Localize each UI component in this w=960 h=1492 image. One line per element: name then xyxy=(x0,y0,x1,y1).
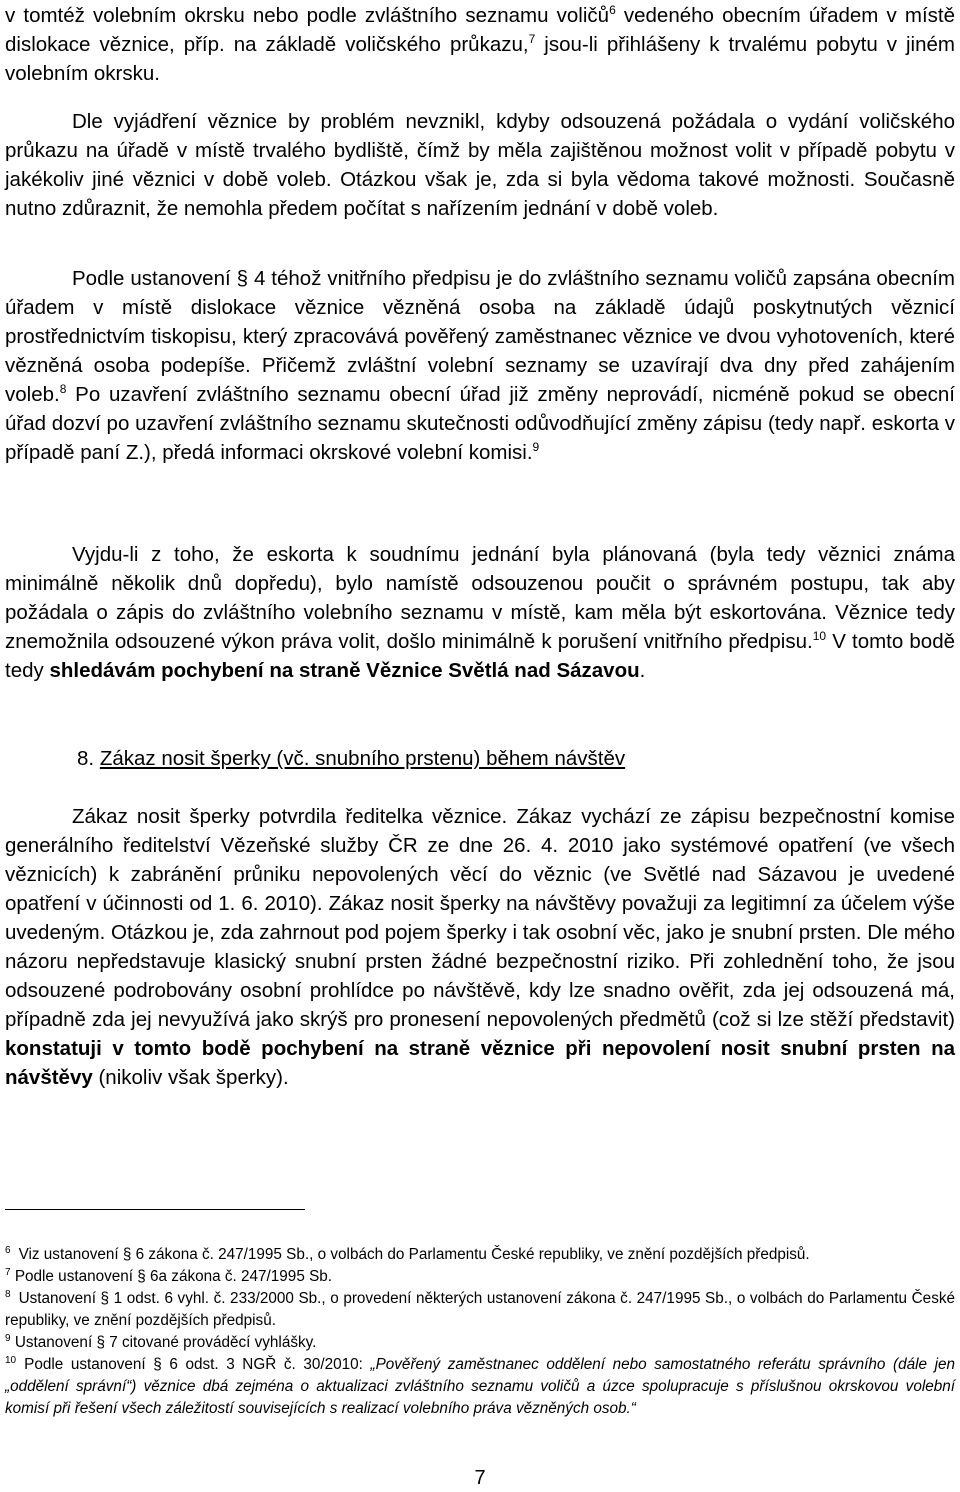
finding-bold: shledávám pochybení na straně Věznice Světlá nad Sázavou xyxy=(49,659,640,682)
footnote-ref-8[interactable]: 8 xyxy=(59,382,67,396)
footnote-7: $^7$ Podle ustanovení § 6a zákona č. 247/1995 Sb. xyxy=(5,1267,333,1285)
footnote-10: $^{10}$ Podle ustanovení § 6 odst. 3 NGŘ č. 30/2010: „Pověřený zaměstnanec oddělení nebo samostatného referátu správního (dále jen „oddělení správní“) věznice dbá zejména o aktualizaci zvláštního seznamu voličů a úzce spolupracuje s příslušnou okrskovou volební komisí při řešení všech záležitostí souvisejících s realizací volebního práva vězněných osob.“ xyxy=(5,1355,955,1417)
finding-bold: konstatuji v tomto bodě pochybení na straně věznice při nepovolení nosit snubní prsten na návštěvy xyxy=(5,1037,955,1089)
footnote-ref-10[interactable]: 10 xyxy=(812,629,827,643)
footnote-ref-6[interactable]: 6 xyxy=(609,3,616,17)
section-title: Zákaz nosit šperky (vč. snubního prstenu) během návštěv xyxy=(99,747,626,770)
section-number: 8. xyxy=(77,747,95,770)
paragraph-special-list: Podle ustanovení § 4 téhož vnitřního předpisu je do zvláštního seznamu voličů zapsána obecním úřadem v místě dislokace věznice vězněná osoba na základě údajů poskytnutých věznicí prostřednictvím tiskopisu, který zpracovává pověřený zaměstnanec věznice ve dvou vyhotoveních, které vězněná osoba podepíše. Přičemž zvláštní volební seznamy se uzavírají dva dny před zahájením voleb.$^8$ Po uzavření zvláštního seznamu obecní úřad již změny neprovádí, nicméně pokud se obecní úřad dozví po uzavření zvláštního seznamu skutečnosti odůvodňující změny zápisu (tedy např. eskorta v případě paní Z.), předá informaci okrskové volební komisi.$^9$ xyxy=(5,267,955,464)
footnote-6: $^6$ Viz ustanovení § 6 zákona č. 247/1995 Sb., o volbách do Parlamentu České republiky, ve znění pozdějších předpisů. xyxy=(5,1245,810,1263)
paragraph-escort-conclusion: Vyjdu-li z toho, že eskorta k soudnímu jednání byla plánovaná (byla tedy věznici známa minimálně několik dnů dopředu), bylo namístě odsouzenou poučit o správném postupu, tak aby požádala o zápis do zvláštního volebního seznamu v místě, kam měla být eskortována. Věznice tedy znemožnila odsouzené výkon práva volit, došlo minimálně k porušení vnitřního předpisu.$^{10}$ V tomto bodě tedy shledávám pochybení na straně Věznice Světlá nad Sázavou. xyxy=(5,543,955,682)
footnote-quote: „Pověřený zaměstnanec oddělení nebo samostatného referátu správního (dále jen „oddělení správní“) věznice dbá zejména o aktualizaci zvláštního seznamu voličů a úzce spolupracuje s příslušnou okrskovou volební komisí při řešení všech záležitostí souvisejících s realizací volebního práva vězněných osob.“ xyxy=(5,1356,955,1417)
paragraph-prison-statement: Dle vyjádření věznice by problém nevznikl, kdyby odsouzená požádala o vydání voličského průkazu na úřadě v místě trvalého bydliště, čímž by měla zajištěnou možnost volit v případě pobytu v jakékoliv jiné věznici v době voleb. Otázkou však je, zda si byla vědoma takové možnosti. Současně nutno zdůraznit, že nemohla předem počítat s nařízením jednání v době voleb. xyxy=(5,110,955,220)
footnote-separator xyxy=(5,1209,305,1210)
footnote-8: $^8$ Ustanovení § 1 odst. 6 vyhl. č. 233/2000 Sb., o provedení některých ustanovení zákona č. 247/1995 Sb., o volbách do Parlamentu České republiky, ve znění pozdějších předpisů. xyxy=(5,1289,955,1329)
footnotes xyxy=(5,1244,955,1420)
footnote-ref-9[interactable]: 9 xyxy=(532,440,540,454)
paragraph-continuation: v tomtéž volebním okrsku nebo podle zvláštního seznamu voličů$^6$ vedeného obecním úřadem v místě dislokace věznice, příp. na základě voličského průkazu,$^7$ jsou-li přihlášeny k trvalému pobytu v jiném volebním okrsku. xyxy=(5,3,955,85)
page-number: 7 xyxy=(474,1467,486,1489)
footnote-9: $^9$ Ustanovení § 7 citované prováděcí vyhlášky. xyxy=(5,1333,317,1351)
paragraph-jewelry-ban: Zákaz nosit šperky potvrdila ředitelka věznice. Zákaz vychází ze zápisu bezpečnostní komise generálního ředitelství Vězeňské služby ČR ze dne 26. 4. 2010 jako systémové opatření (ve všech věznicích) k zabránění průniku nepovolených věcí do věznic (ve Světlé nad Sázavou je uvedené opatření v účinnosti od 1. 6. 2010). Zákaz nosit šperky na návštěvy považuji za legitimní za účelem výše uvedeným. Otázkou je, zda zahrnout pod pojem šperky i tak osobní věc, jako je snubní prsten. Dle mého názoru nepředstavuje klasický snubní prsten žádné bezpečnostní riziko. Při zohlednění toho, že jsou odsouzené podrobovány osobní prohlídce po návštěvě, kdy lze snadno ověřit, zda jej odsouzená má, případně zda jej nevyužívá jako skrýš pro pronesení nepovolených předmětů (což si lze stěží představit) konstatuji v tomto bodě pochybení na straně věznice při nepovolení nosit snubní prsten na návštěvy (nikoliv však šperky). xyxy=(5,805,955,1089)
section-heading xyxy=(5,744,955,773)
footnote-ref-7[interactable]: 7 xyxy=(528,32,536,46)
